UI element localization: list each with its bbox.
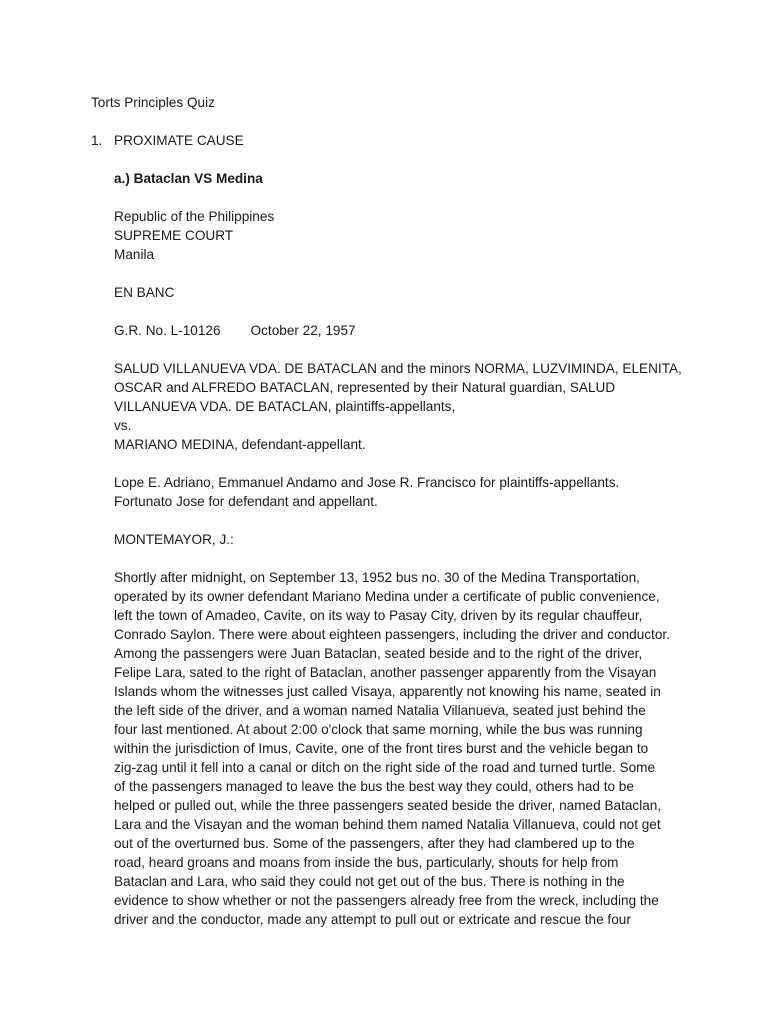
parties-line: OSCAR and ALFREDO BATACLAN, represented by their Natural guardian, SALUD	[114, 380, 616, 395]
decision-date: October 22, 1957	[250, 323, 356, 338]
body-line: the left side of the driver, and a woman named Natalia Villanueva, seated just behind the	[114, 703, 646, 718]
body-line: zig-zag until it fell into a canal or ditch on the right side of the road and turned turtle. Some	[114, 760, 656, 775]
body-line: Islands whom the witnesses just called Visaya, apparently not knowing his name, seated in	[114, 684, 661, 699]
case-reference	[114, 321, 356, 340]
body-line: Bataclan and Lara, who said they could not get out of the bus. There is nothing in the	[114, 874, 625, 889]
section-number: 1.	[91, 133, 103, 148]
body-line: Among the passengers were Juan Bataclan, seated beside and to the right of the driver,	[114, 646, 643, 661]
body-line: Shortly after midnight, on September 13, 1952 bus no. 30 of the Medina Transportation,	[114, 570, 640, 585]
body-line: within the jurisdiction of Imus, Cavite, one of the front tires burst and the vehicle began to	[114, 741, 649, 756]
body-line: Conrado Saylon. There were about eighteen passengers, including the driver and conductor.	[114, 627, 670, 642]
ponente: MONTEMAYOR, J.:	[114, 532, 234, 547]
body-line: operated by its owner defendant Mariano Medina under a certificate of public convenience,	[114, 589, 660, 604]
parties-line: VILLANUEVA VDA. DE BATACLAN, plaintiffs-appellants,	[114, 399, 456, 414]
body-line: four last mentioned. At about 2:00 o'clock that same morning, while the bus was running	[114, 722, 643, 737]
gr-number: G.R. No. L-10126	[114, 323, 221, 338]
body-line: out of the overturned bus. Some of the passengers, after they had clambered up to the	[114, 836, 635, 851]
document-title: Torts Principles Quiz	[91, 95, 215, 110]
division: EN BANC	[114, 285, 175, 300]
section-heading-line	[91, 131, 244, 150]
court-line: Republic of the Philippines	[114, 209, 275, 224]
section-heading: PROXIMATE CAUSE	[114, 133, 244, 148]
body-line: of the passengers managed to leave the bus the best way they could, others had to be	[114, 779, 634, 794]
body-paragraph	[114, 568, 679, 929]
case-heading: a.) Bataclan VS Medina	[114, 171, 263, 186]
body-line: helped or pulled out, while the three passengers seated beside the driver, named Bataclan,	[114, 798, 662, 813]
parties-line: vs.	[114, 418, 132, 433]
counsel-line: Fortunato Jose for defendant and appellant.	[114, 494, 378, 509]
body-line: driver and the conductor, made any attempt to pull out or extricate and rescue the four	[114, 912, 631, 927]
court-line: Manila	[114, 247, 155, 262]
body-line: Felipe Lara, sated to the right of Bataclan, another passenger apparently from the Visayan	[114, 665, 657, 680]
counsel-line: Lope E. Adriano, Emmanuel Andamo and Jose R. Francisco for plaintiffs-appellants.	[114, 475, 620, 490]
body-line: evidence to show whether or not the passengers already free from the wreck, including the	[114, 893, 659, 908]
body-line: left the town of Amadeo, Cavite, on its way to Pasay City, driven by its regular chauffeur,	[114, 608, 643, 623]
parties-line: MARIANO MEDINA, defendant-appellant.	[114, 437, 366, 452]
parties-line: SALUD VILLANUEVA VDA. DE BATACLAN and the minors NORMA, LUZVIMINDA, ELENITA,	[114, 361, 682, 376]
court-line: SUPREME COURT	[114, 228, 234, 243]
body-line: road, heard groans and moans from inside the bus, particularly, shouts for help from	[114, 855, 619, 870]
body-line: Lara and the Visayan and the woman behind them named Natalia Villanueva, could not get	[114, 817, 661, 832]
